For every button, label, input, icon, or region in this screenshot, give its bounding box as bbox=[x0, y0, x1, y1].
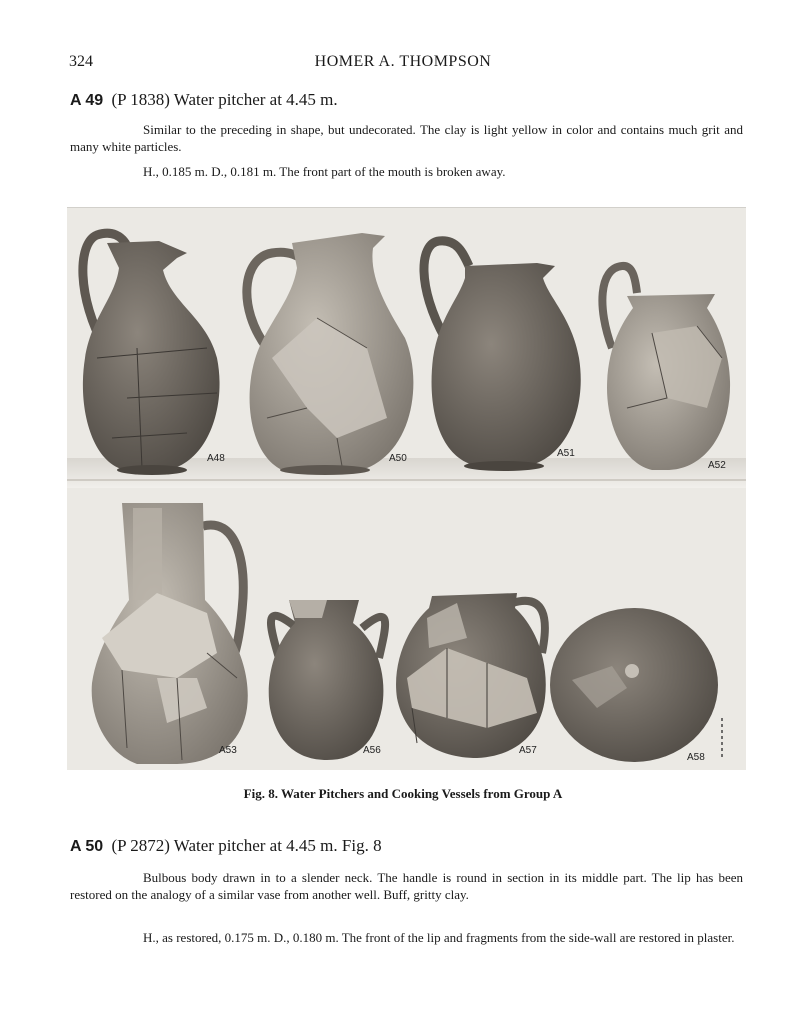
catalog-number: A 50 bbox=[70, 838, 104, 855]
vessel-label: A53 bbox=[219, 745, 237, 756]
entry-dimensions: H., 0.185 m. D., 0.181 m. The front part of the mouth is broken away. bbox=[143, 164, 506, 179]
page-number: 324 bbox=[69, 53, 93, 70]
catalog-number: A 49 bbox=[70, 92, 104, 109]
vessel-label: A48 bbox=[207, 453, 225, 464]
vessel-label: A51 bbox=[557, 448, 575, 459]
entry-dimensions: H., as restored, 0.175 m. D., 0.180 m. The front of the lip and fragments from the side-wall are restored in plaster. bbox=[143, 930, 735, 945]
entry-heading-text: (P 1838) Water pitcher at 4.45 m. bbox=[111, 90, 338, 109]
vessel-label: A57 bbox=[519, 745, 537, 756]
running-head: HOMER A. THOMPSON bbox=[314, 53, 492, 70]
entry-description: Bulbous body drawn in to a slender neck. The handle is round in section in its middle part. The lip has been restored on the analogy of a similar vase from another well. Buff, gritty clay. bbox=[70, 870, 743, 902]
entry-description: Similar to the preceding in shape, but undecorated. The clay is light yellow in color and contains much grit and many white particles. bbox=[70, 122, 743, 154]
vessel-label: A50 bbox=[389, 453, 407, 464]
vessel-a56 bbox=[269, 600, 385, 760]
entry-heading-a50 bbox=[70, 836, 382, 856]
figure-caption: Fig. 8. Water Pitchers and Cooking Vessels from Group A bbox=[243, 786, 563, 801]
figure-photograph bbox=[67, 207, 746, 770]
entry-heading-text: (P 2872) Water pitcher at 4.45 m. Fig. 8 bbox=[111, 836, 382, 855]
vessel-label: A58 bbox=[687, 752, 705, 763]
entry-heading-a49 bbox=[70, 90, 338, 110]
vessel-label: A56 bbox=[363, 745, 381, 756]
vessel-label: A52 bbox=[708, 460, 726, 471]
